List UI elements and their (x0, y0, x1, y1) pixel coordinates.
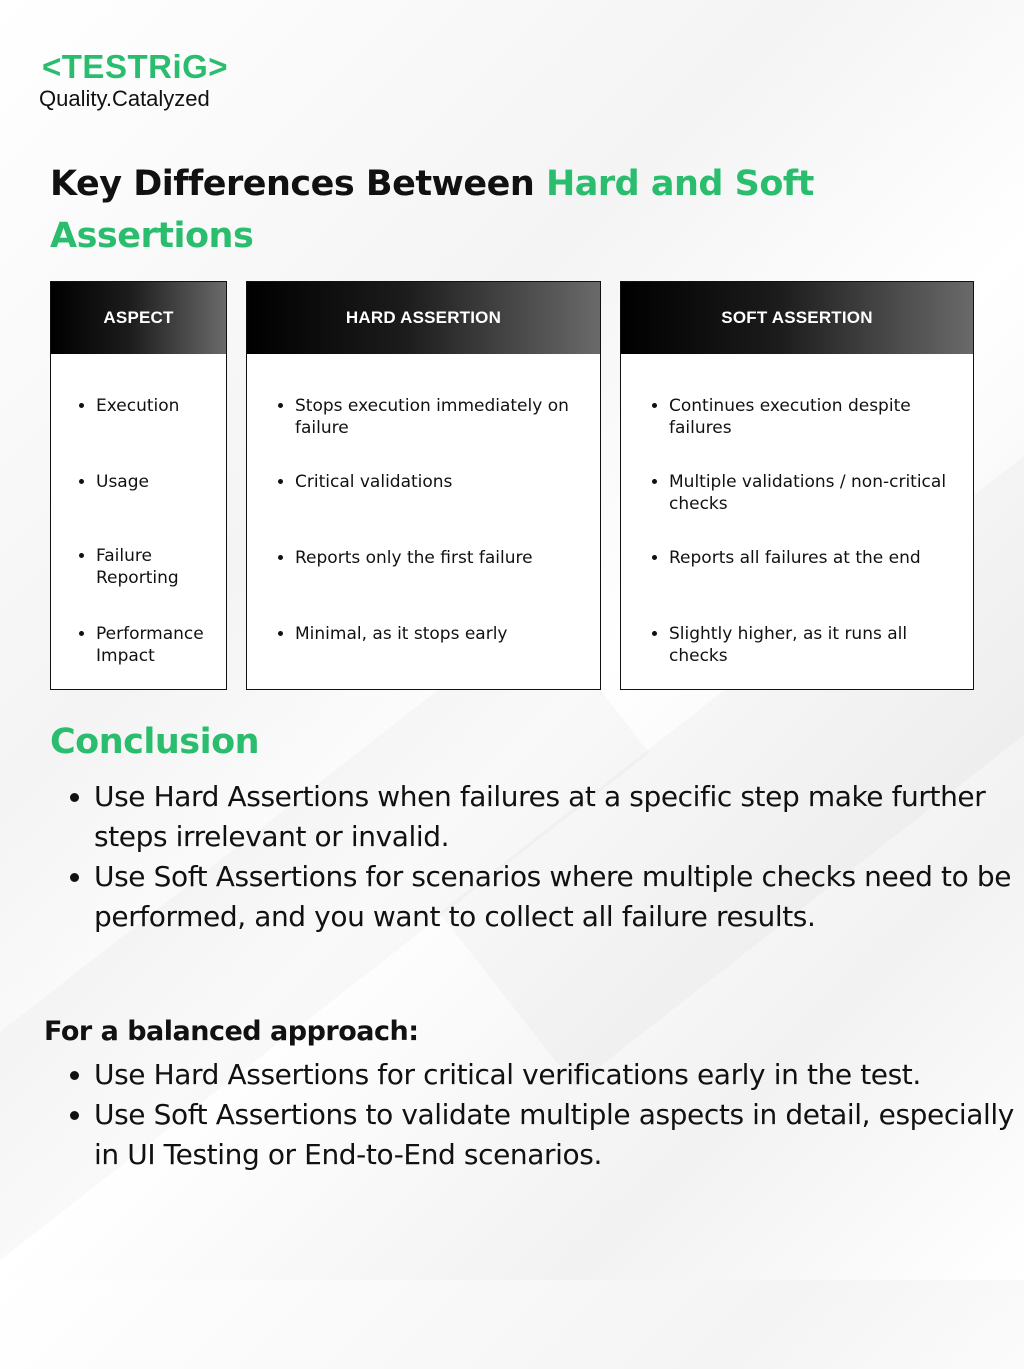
aspect-cell (51, 545, 226, 589)
list-item: • Usage (96, 471, 226, 493)
title-part-2: Hard and Soft Assertions (50, 164, 814, 256)
soft-cell (621, 547, 973, 569)
aspect-cell (51, 623, 226, 667)
list-item: • Reports only the first failure (295, 547, 588, 569)
conclusion-list (50, 777, 1024, 937)
soft-cell (621, 471, 973, 515)
soft-cell (621, 623, 973, 667)
hard-assertion-header: HARD ASSERTION (247, 282, 600, 354)
list-item: • Minimal, as it stops early (295, 623, 588, 645)
hard-assertion-column (246, 281, 601, 690)
aspect-header: ASPECT (51, 282, 226, 354)
list-item: • Use Hard Assertions for critical verifications early in the test. (94, 1055, 1024, 1095)
list-item: • Continues execution despite failures (669, 395, 959, 439)
conclusion-heading: Conclusion (50, 722, 260, 762)
list-item: • Use Soft Assertions to validate multiple aspects in detail, especially in UI Testing or End-to-End scenarios. (94, 1095, 1024, 1175)
aspect-column (50, 281, 227, 690)
list-item: • Performance Impact (96, 623, 222, 667)
list-item: • Execution (96, 395, 226, 417)
list-item: • Failure Reporting (96, 545, 218, 589)
aspect-cell (51, 471, 226, 493)
soft-assertion-header: SOFT ASSERTION (621, 282, 973, 354)
hard-cell (247, 547, 600, 569)
logo-tagline: Quality.Catalyzed (39, 86, 210, 111)
page-title (50, 158, 950, 262)
list-item: • Use Soft Assertions for scenarios where multiple checks need to be performed, and you want to collect all failure results. (94, 857, 1024, 937)
hard-cell (247, 395, 600, 439)
balanced-heading: For a balanced approach: (44, 1016, 419, 1047)
balanced-list (50, 1055, 1024, 1175)
list-item: • Reports all failures at the end (669, 547, 959, 569)
soft-assertion-column (620, 281, 974, 690)
logo-wordmark: <TESTRiG> (42, 48, 229, 85)
aspect-cell (51, 395, 226, 417)
logo (39, 48, 229, 112)
list-item: • Use Hard Assertions when failures at a specific step make further steps irrelevant or invalid. (94, 777, 1024, 857)
list-item: • Multiple validations / non-critical checks (669, 471, 959, 515)
list-item: • Critical validations (295, 471, 588, 493)
soft-cell (621, 395, 973, 439)
title-part-1: Key Differences Between (50, 164, 546, 204)
hard-cell (247, 623, 600, 645)
list-item: • Stops execution immediately on failure (295, 395, 588, 439)
hard-cell (247, 471, 600, 493)
list-item: • Slightly higher, as it runs all checks (669, 623, 959, 667)
